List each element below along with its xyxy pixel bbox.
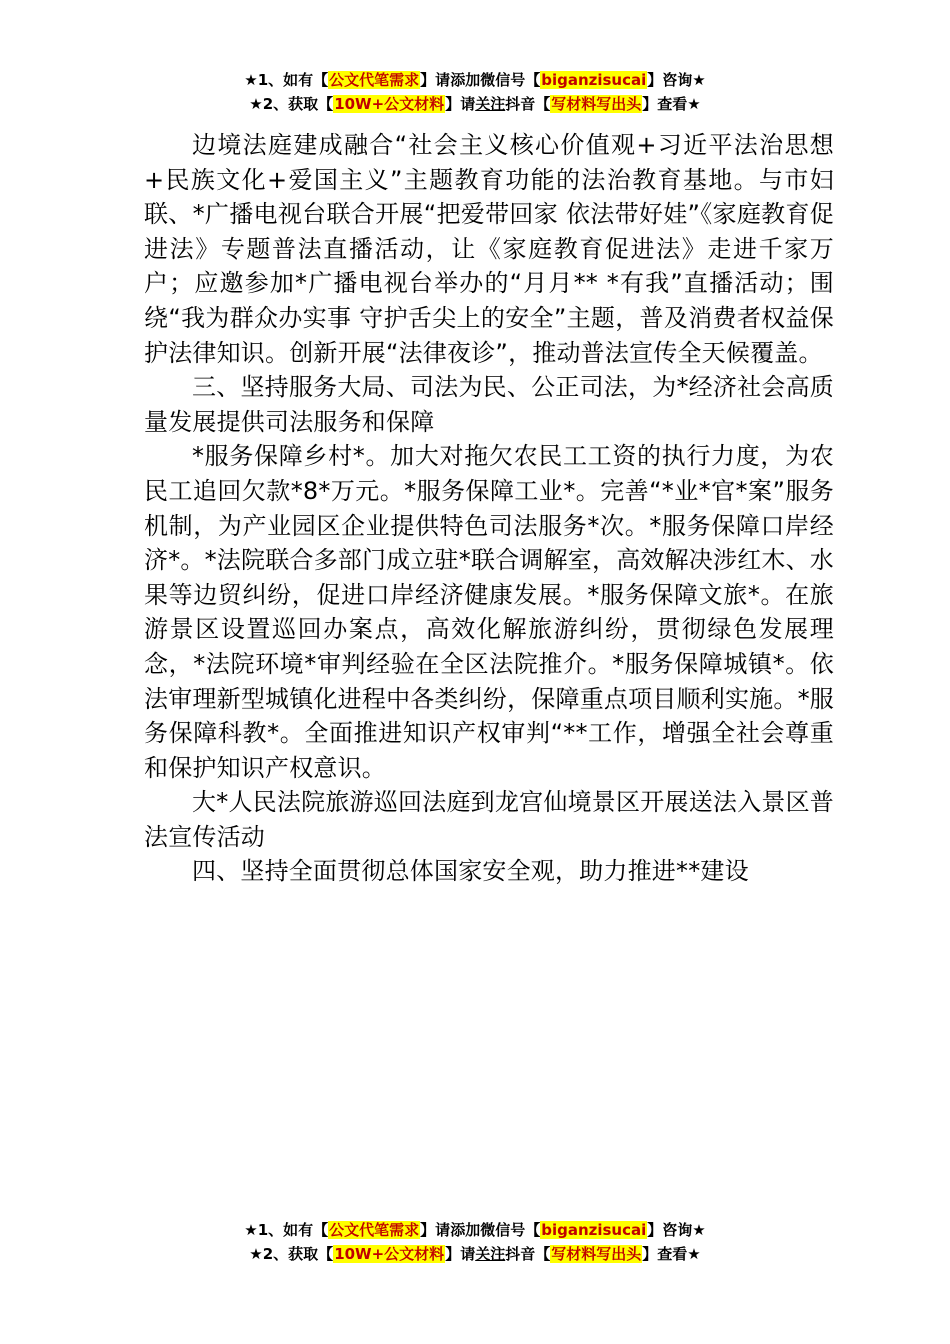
banner-text: 微信号【 — [480, 71, 541, 89]
banner-highlight-service: 公文代笔需求 — [329, 1221, 420, 1239]
banner-text: 】请 — [445, 95, 476, 113]
section-heading-4: 四、坚持全面贯彻总体国家安全观，助力推进**建设 — [192, 857, 749, 886]
header-banner-line-2 — [0, 92, 950, 116]
footer-banner-line-1 — [0, 1218, 950, 1242]
section-heading-3: 三、坚持服务大局、司法为民、公正司法，为*经济社会高质量发展提供司法服务和保障 — [144, 373, 834, 436]
banner-text: 】咨询★ — [647, 71, 706, 89]
banner-keyword: 关注 — [475, 1245, 506, 1263]
banner-text: ★2、获取【 — [249, 1245, 334, 1263]
footer-banner — [0, 1218, 950, 1266]
banner-highlight-materials: 10W+公文材料 — [334, 95, 445, 113]
banner-keyword: 添加 — [450, 71, 481, 89]
banner-highlight-wechat-id: biganzisucai — [541, 1221, 647, 1239]
banner-text: 】请 — [445, 1245, 476, 1263]
banner-text: 微信号【 — [480, 1221, 541, 1239]
banner-text: 】查看★ — [642, 1245, 701, 1263]
banner-highlight-douyin-id: 写材料写出头 — [551, 1245, 642, 1263]
banner-text: 】请 — [420, 71, 451, 89]
header-banner — [0, 68, 950, 116]
banner-keyword: 关注 — [475, 95, 506, 113]
banner-text: 抖音【 — [505, 95, 551, 113]
banner-highlight-service: 公文代笔需求 — [329, 71, 420, 89]
document-body — [144, 128, 834, 889]
paragraph-legal-education: 边境法庭建成融合“社会主义核心价值观+习近平法治思想+民族文化+爱国主义”主题教育功能的法治教育基地。与市妇联、*广播电视台联合开展“把爱带回家 依法带好娃”《家庭教育促进法》专题普法直播活动，让《家庭教育促进法》走进千家万户；应邀参加*广播电视台举办的“月月** *有我”直播活动；围绕“我为群众办实事 守护舌尖上的安全”主题，普及消费者权益保护法律知识。创新开展“法律夜诊”，推动普法宣传全天候覆盖。 — [144, 131, 834, 367]
paragraph-service-guarantee: *服务保障乡村*。加大对拖欠农民工工资的执行力度，为农民工追回欠款*8*万元。*服务保障工业*。完善“*业*官*案”服务机制，为产业园区企业提供特色司法服务*次。*服务保障口岸经济*。*法院联合多部门成立驻*联合调解室，高效解决涉红木、水果等边贸纠纷，促进口岸经济健康发展。*服务保障文旅*。在旅游景区设置巡回办案点，高效化解旅游纠纷，贯彻绿色发展理念，*法院环境*审判经验在全区法院推介。*服务保障城镇*。依法审理新型城镇化进程中各类纠纷，保障重点项目顺利实施。*服务保障科教*。全面推进知识产权审判“**工作，增强全社会尊重和保护知识产权意识。 — [144, 442, 834, 782]
header-banner-line-1 — [0, 68, 950, 92]
banner-text: 】查看★ — [642, 95, 701, 113]
banner-highlight-materials: 10W+公文材料 — [334, 1245, 445, 1263]
footer-banner-line-2 — [0, 1242, 950, 1266]
banner-text: 抖音【 — [505, 1245, 551, 1263]
banner-keyword: 添加 — [450, 1221, 481, 1239]
banner-text: 】咨询★ — [647, 1221, 706, 1239]
image-caption: 大*人民法院旅游巡回法庭到龙宫仙境景区开展送法入景区普法宣传活动 — [144, 788, 834, 851]
banner-highlight-wechat-id: biganzisucai — [541, 71, 647, 89]
banner-text: ★1、如有【 — [244, 1221, 329, 1239]
banner-text: ★2、获取【 — [249, 95, 334, 113]
banner-text: 】请 — [420, 1221, 451, 1239]
banner-text: ★1、如有【 — [244, 71, 329, 89]
banner-highlight-douyin-id: 写材料写出头 — [551, 95, 642, 113]
